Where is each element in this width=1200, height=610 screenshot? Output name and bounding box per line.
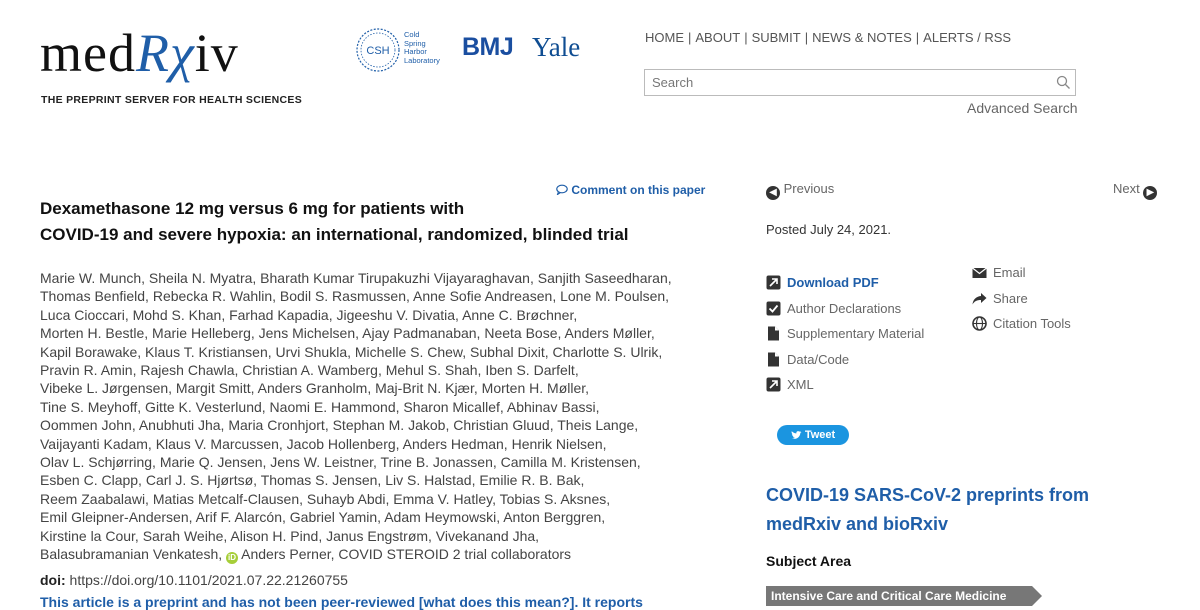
author-line: Morten H. Bestle, Marie Helleberg, Jens Michelsen, Ajay Padmanaban, Neeta Bose, Anders Møller,	[40, 325, 655, 342]
file-icon	[766, 352, 781, 367]
site-tagline: THE PREPRINT SERVER FOR HEALTH SCIENCES	[41, 94, 303, 106]
author-line: Olav L. Schjørring, Marie Q. Jensen, Jens W. Leistner, Trine B. Jonassen, Camilla M. Kristensen,	[40, 454, 641, 471]
advanced-search-link[interactable]: Advanced Search	[967, 100, 1078, 116]
search-input[interactable]: Search	[644, 69, 1076, 96]
comment-link[interactable]: Comment on this paper	[556, 183, 705, 197]
posted-date: Posted July 24, 2021.	[766, 222, 892, 237]
covid-preprints-heading[interactable]: COVID-19 SARS-CoV-2 preprints from medRxiv and bioRxiv	[766, 485, 1090, 534]
xml-link[interactable]: XML	[766, 372, 924, 398]
author-line: Kirstine la Cour, Sarah Weihe, Alison H. Pind, Janus Engstrøm, Vivekanand Jha,	[40, 527, 540, 544]
globe-icon	[972, 316, 987, 331]
previous-link[interactable]: ◀ Previous	[766, 181, 834, 200]
share-link[interactable]: Share	[972, 286, 1071, 312]
email-link[interactable]: Email	[972, 260, 1071, 286]
download-pdf-link[interactable]: Download PDF	[766, 270, 924, 296]
csh-name: Cold Spring Harbor Laboratory	[404, 30, 440, 65]
author-line: Thomas Benfield, Rebecka R. Wahlin, Bodil S. Rasmussen, Anne Sofie Andreasen, Lone M. Poulsen,	[40, 288, 670, 305]
author-list	[40, 269, 720, 564]
check-icon	[766, 301, 781, 316]
csh-badge-text: CSH	[366, 45, 390, 57]
nav-about[interactable]: ABOUT	[695, 30, 741, 45]
subject-area-heading: Subject Area	[766, 553, 852, 569]
file-icon	[766, 326, 781, 341]
search-icon[interactable]	[1056, 75, 1071, 90]
author-line: Emil Gleipner-Andersen, Arif F. Alarcón, Gabriel Yamin, Adam Heymowski, Anton Berggren,	[40, 509, 606, 526]
author-declarations-link[interactable]: Author Declarations	[766, 296, 924, 322]
arrow-right-icon: ▶	[1143, 186, 1157, 200]
orcid-icon[interactable]: iD	[228, 553, 237, 563]
article-actions	[972, 260, 1071, 337]
author-line: Luca Cioccari, Mohd S. Khan, Farhad Kapadia, Jigeeshu V. Divatia, Anne C. Brøchner,	[40, 306, 578, 323]
author-line: Vibeke L. Jørgensen, Margit Smitt, Anders Granholm, Maj-Brit N. Kjær, Morten H. Møller,	[40, 380, 590, 397]
author-line: Pravin R. Amin, Rajesh Chawla, Christian A. Wamberg, Mehul S. Shah, Iben S. Darfelt,	[40, 362, 579, 379]
medrxiv-logo[interactable]: medRχiv	[40, 23, 239, 83]
author-line: Marie W. Munch, Sheila N. Myatra, Bharath Kumar Tirupakuzhi Vijayaraghavan, Sanjith Saseedharan,	[40, 270, 672, 286]
author-line: Oommen John, Anubhuti Jha, Maria Cronhjort, Stephan M. Jakob, Christian Gluud, Theis Lange,	[40, 417, 639, 434]
nav-submit[interactable]: SUBMIT	[751, 30, 801, 45]
twitter-icon	[791, 431, 802, 440]
subject-tag-arrow	[1032, 586, 1042, 606]
citation-tools-link[interactable]: Citation Tools	[972, 311, 1071, 337]
doi-line[interactable]: doi: https://doi.org/10.1101/2021.07.22.21260755	[40, 572, 348, 588]
comment-icon	[556, 184, 568, 195]
author-line: Tine S. Meyhoff, Gitte K. Vesterlund, Naomi E. Hammond, Sharon Micallef, Abhinav Bassi,	[40, 398, 600, 415]
nav-news[interactable]: NEWS & NOTES	[812, 30, 912, 45]
author-line: Esben C. Clapp, Carl J. S. Hjørtsø, Thomas S. Jensen, Liv S. Halstad, Emilie R. B. Bak,	[40, 472, 585, 489]
top-nav: HOME | ABOUT | SUBMIT | NEWS & NOTES | ALERTS / RSS	[645, 30, 1012, 45]
tweet-button[interactable]: Tweet	[777, 425, 849, 445]
envelope-icon	[972, 265, 987, 280]
preprint-notice: This article is a preprint and has not been peer-reviewed [what does this mean?]. It reports	[40, 594, 643, 610]
author-line: Reem Zaabalawi, Matias Metcalf-Clausen, Suhayb Abdi, Emma V. Hatley, Tobias S. Aksnes,	[40, 490, 611, 507]
pdf-icon	[766, 275, 781, 290]
bmj-logo[interactable]: BMJ	[462, 33, 514, 61]
csh-logo[interactable]	[354, 26, 402, 74]
article-title: Dexamethasone 12 mg versus 6 mg for patients with COVID-19 and severe hypoxia: an international, randomized, blinded trial	[40, 199, 629, 244]
article-links	[766, 270, 924, 398]
author-line: Kapil Borawake, Klaus T. Kristiansen, Urvi Shukla, Michelle S. Chew, Subhal Dixit, Charlotte S. Ulrik,	[40, 343, 663, 360]
next-link[interactable]: Next ▶	[1113, 181, 1157, 200]
external-link-icon	[766, 377, 781, 392]
arrow-left-icon: ◀	[766, 186, 780, 200]
data-code-link[interactable]: Data/Code	[766, 347, 924, 373]
subject-tag[interactable]: Intensive Care and Critical Care Medicine	[766, 586, 1032, 606]
yale-logo[interactable]: Yale	[532, 32, 581, 62]
supplementary-material-link[interactable]: Supplementary Material	[766, 321, 924, 347]
author-line: Balasubramanian Venkatesh, iD Anders Perner, COVID STEROID 2 trial collaborators	[40, 546, 572, 563]
nav-home[interactable]: HOME	[645, 30, 684, 45]
author-line: Vaijayanti Kadam, Klaus V. Marcussen, Jacob Hollenberg, Anders Hedman, Henrik Nielsen,	[40, 435, 607, 452]
share-icon	[972, 291, 987, 306]
nav-alerts[interactable]: ALERTS / RSS	[923, 30, 1012, 45]
